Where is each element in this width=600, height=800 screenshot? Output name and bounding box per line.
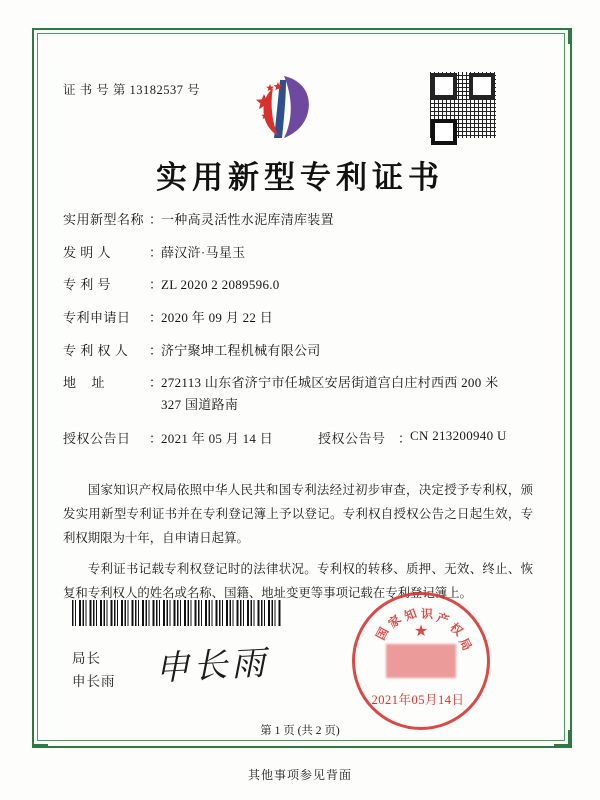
- seal-star-icon: ★: [413, 623, 429, 640]
- field-colon: ：: [149, 342, 163, 358]
- certificate-fields: [63, 210, 533, 459]
- field-value: ZL 2020 2 2089596.0: [161, 277, 280, 293]
- field-row-patent-number: [63, 275, 533, 295]
- legal-body-text: [63, 478, 533, 611]
- handwritten-signature: 申长雨: [154, 645, 271, 688]
- field-value: 济宁聚坤工程机械有限公司: [161, 342, 321, 358]
- grant-announcement-number: [318, 428, 533, 447]
- field-colon: ：: [149, 244, 163, 260]
- paragraph-1: 国家知识产权局依照中华人民共和国专利法经过初步审查，决定授予专利权，颁发实用新型专利证书并在专利登记簿上予以登记。专利权自授权公告之日起生效，专利权期限为十年，自申请日起算。: [63, 483, 533, 546]
- field-value-address: [161, 373, 533, 415]
- field-label: 专利申请日: [63, 309, 131, 325]
- field-colon: ：: [398, 430, 412, 446]
- qr-code-finder-bottom-left: [431, 119, 457, 145]
- field-row-address: [63, 373, 533, 415]
- certificate-number: 证 书 号 第 13182537 号: [63, 83, 201, 97]
- frame-corner-top-right: [554, 28, 570, 44]
- field-colon: ：: [149, 375, 163, 391]
- field-value: CN 213200940 U: [410, 427, 507, 443]
- field-colon: ：: [149, 430, 163, 446]
- grant-announcement-date: [63, 428, 318, 447]
- footer-note: 其他事项参见背面: [247, 768, 352, 782]
- cnipa-logo-icon: [240, 70, 326, 142]
- field-value: 一种高灵活性水泥库清库装置: [161, 212, 334, 227]
- field-label: 授权公告号: [318, 430, 386, 446]
- address-line-2: 327 国道路南: [161, 397, 239, 413]
- page-title: 实用新型专利证书: [156, 160, 444, 195]
- frame-corner-top-left: [32, 28, 48, 44]
- field-colon: ：: [149, 309, 163, 325]
- official-seal: [352, 592, 490, 730]
- paragraph-2: 专利证书记载专利权登记时的法律状况。专利权的转移、质押、无效、终止、恢复和专利权人的姓名或名称、国籍、地址变更等事项记载在专利登记簿上。: [63, 561, 533, 600]
- field-colon: ：: [149, 277, 163, 293]
- field-label: 实用新型名称: [63, 212, 145, 227]
- field-label: 发 明 人: [63, 244, 112, 260]
- field-colon: ：: [149, 212, 163, 227]
- field-row-application-date: [63, 308, 533, 328]
- signature-name: 申长雨: [72, 673, 116, 689]
- field-label: 地 址: [63, 375, 106, 391]
- address-line-1: 272113 山东省济宁市任城区安居街道宫白庄村西西 200 米: [161, 375, 499, 391]
- signature-title: 局长: [72, 651, 101, 666]
- signature-block: [72, 648, 116, 694]
- field-label: 专 利 号: [63, 277, 112, 293]
- seal-date: 2021年05月14日: [371, 693, 465, 707]
- field-label: 专 利 权 人: [63, 342, 129, 358]
- field-value: 2021 年 05 月 14 日: [161, 430, 274, 446]
- field-row-patentee: [63, 341, 533, 361]
- page-indicator: 第 1 页 (共 2 页): [260, 725, 340, 737]
- barcode-icon: [72, 600, 282, 626]
- seal-ring-text: 国 家 知 识 产 权 局: [373, 605, 475, 654]
- field-label: 授权公告日: [63, 430, 131, 446]
- field-row-inventor: [63, 243, 533, 263]
- field-row-invention-name: [63, 210, 533, 230]
- field-value: 2020 年 09 月 22 日: [161, 309, 274, 325]
- field-row-grant: [63, 428, 533, 447]
- field-value: 薛汉浒·马星玉: [161, 244, 246, 260]
